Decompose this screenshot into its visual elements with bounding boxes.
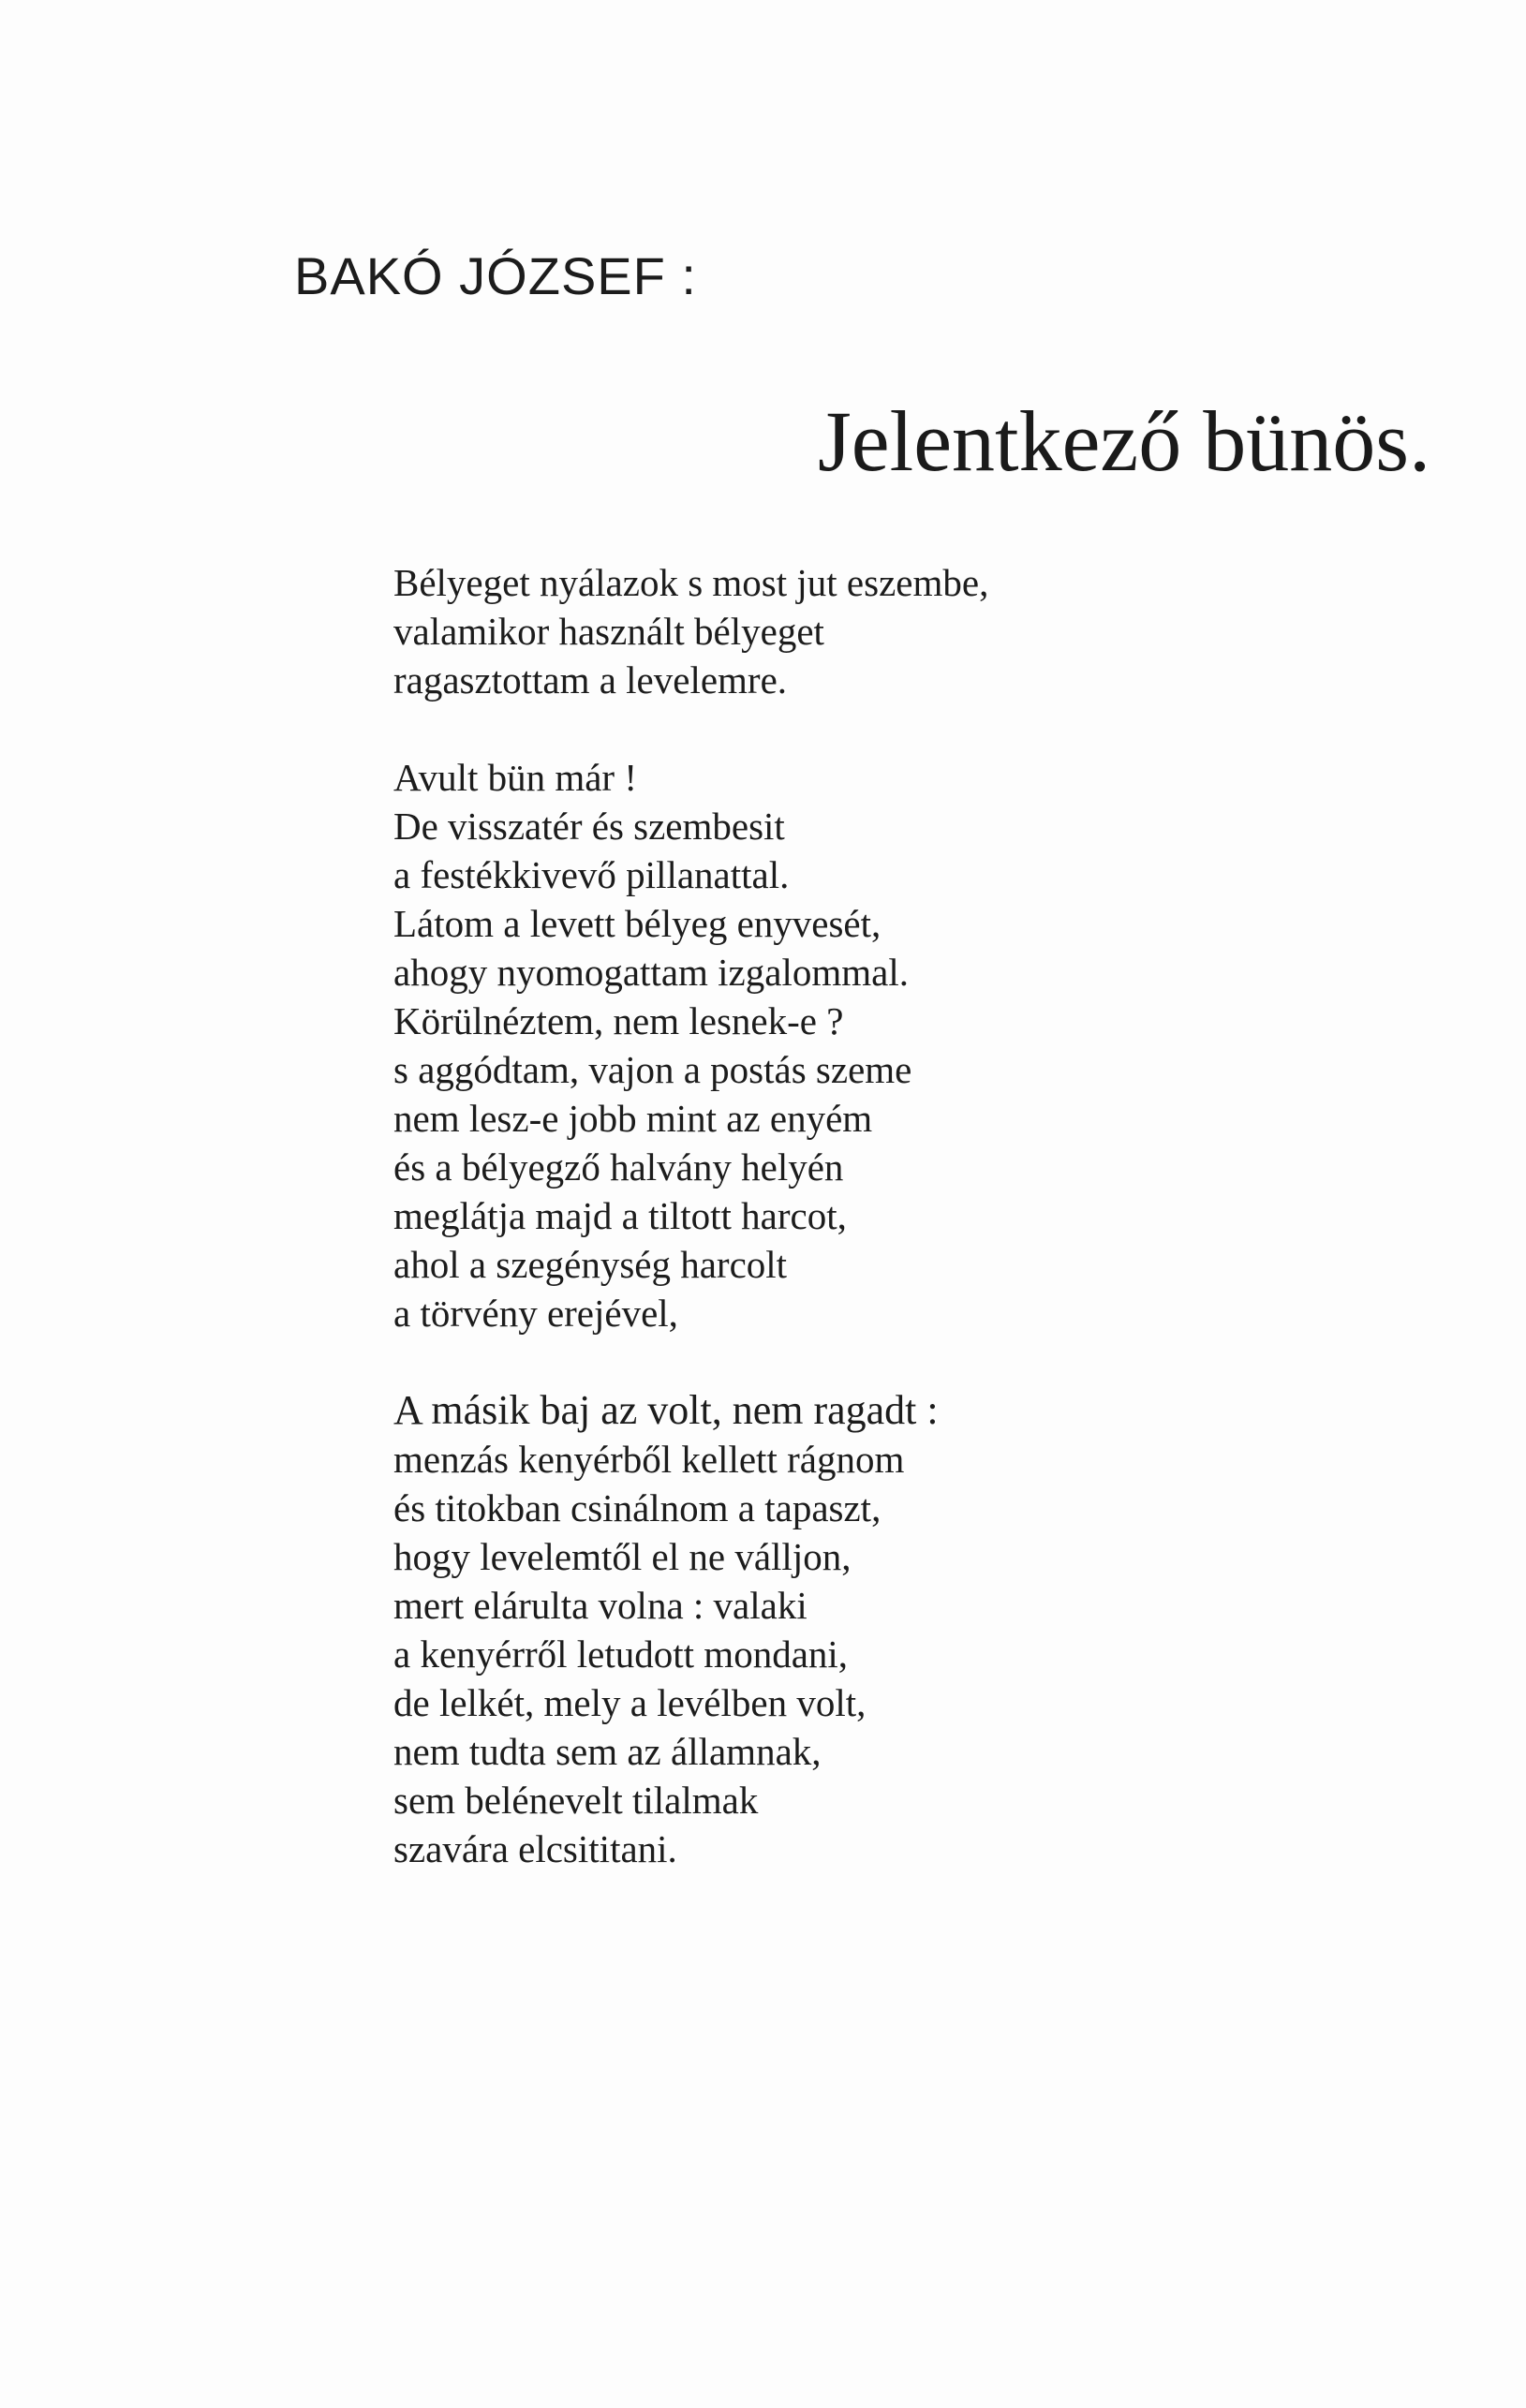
poem-line: ahogy nyomogattam izgalommal.	[393, 951, 909, 994]
stanza	[393, 1386, 1330, 1873]
poem-line: a festékkivevő pillanattal.	[393, 853, 790, 896]
poem-line: ahol a szegénység harcolt	[393, 1243, 788, 1286]
poem-line: s aggódtam, vajon a postás szeme	[393, 1048, 912, 1091]
poem-line: hogy levelemtől el ne válljon,	[393, 1535, 852, 1578]
stanza	[393, 558, 1330, 704]
poem-line: nem tudta sem az államnak,	[393, 1730, 822, 1773]
poem-title: Jelentkező bünös.	[818, 393, 1431, 489]
poem-line: De visszatér és szembesit	[393, 805, 785, 848]
poem-line: Avult bün már !	[393, 756, 637, 799]
poem-line: meglátja majd a tiltott harcot,	[393, 1194, 847, 1237]
poem-line: és titokban csinálnom a tapaszt,	[393, 1486, 882, 1529]
poem-line: mert elárulta volna : valaki	[393, 1584, 807, 1627]
poem-line: Bélyeget nyálazok s most jut eszembe,	[393, 561, 989, 604]
poem-line: ragasztottam a levelemre.	[393, 658, 788, 702]
poem-line: Körülnéztem, nem lesnek-e ?	[393, 999, 844, 1042]
poem-line: szavára elcsititani.	[393, 1827, 677, 1870]
poem-line: valamikor használt bélyeget	[393, 610, 824, 653]
poem-line: Látom a levett bélyeg enyvesét,	[393, 902, 882, 945]
poem-body	[393, 558, 1330, 1873]
poem-line: a kenyérről letudott mondani,	[393, 1632, 849, 1676]
poem-line: és a bélyegző halvány helyén	[393, 1145, 844, 1189]
stanza	[393, 753, 1330, 1337]
author-name: BAKÓ JÓZSEF :	[294, 246, 697, 305]
poem-line: nem lesz-e jobb mint az enyém	[393, 1097, 873, 1140]
poem-line: A másik baj az volt, nem ragadt :	[393, 1387, 939, 1433]
poem-line: sem belénevelt tilalmak	[393, 1779, 759, 1822]
poem-line: menzás kenyérből kellett rágnom	[393, 1438, 905, 1481]
poem-line: a törvény erejével,	[393, 1292, 678, 1335]
poem-line: de lelkét, mely a levélben volt,	[393, 1681, 867, 1724]
